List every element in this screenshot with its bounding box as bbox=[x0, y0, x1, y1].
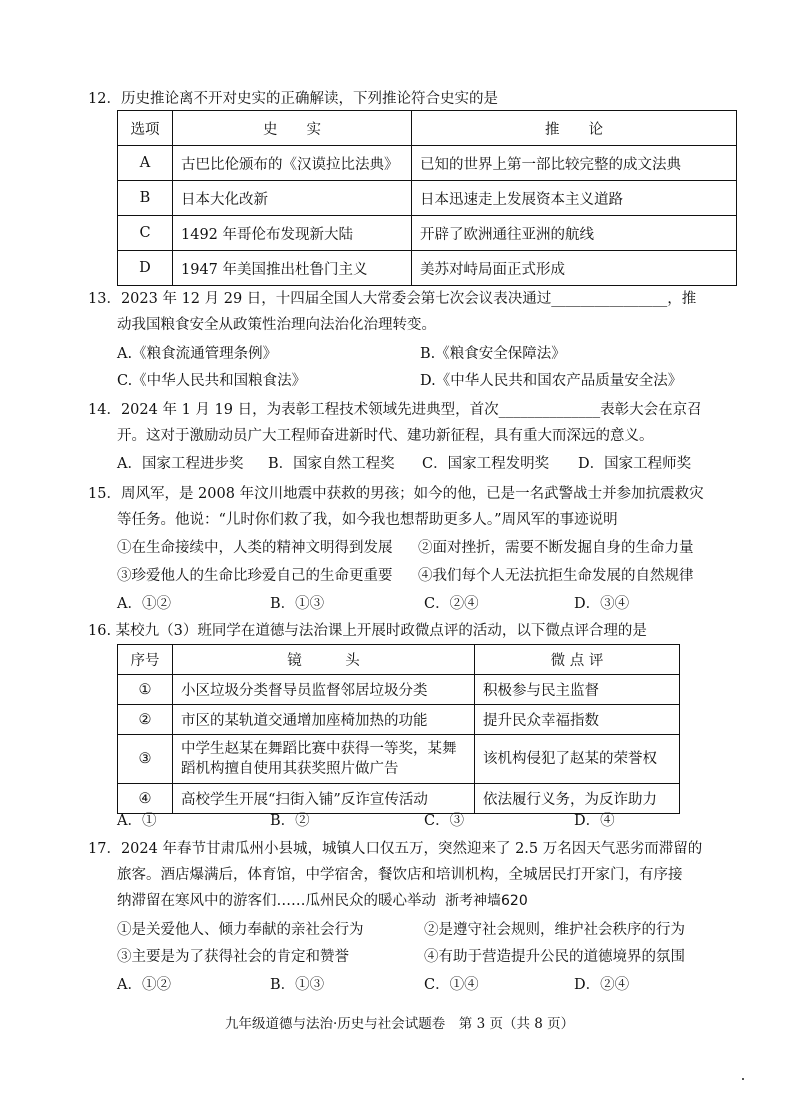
q14-option-d[interactable]: D．国家工程师奖 bbox=[578, 456, 692, 472]
q15-option-b[interactable]: B．①③ bbox=[270, 596, 325, 612]
q14-line-1: 14．2024 年 1 月 19 日，为表彰工程技术领域先进典型，首次______________表彰大会在京召 bbox=[88, 402, 702, 418]
q16-option-c[interactable]: C．③ bbox=[424, 813, 465, 829]
q16-cell: 积极参与民主监督 bbox=[475, 675, 680, 705]
table-row bbox=[118, 784, 680, 814]
q12-cell: 日本大化改新 bbox=[173, 181, 412, 216]
q16-option-b[interactable]: B．② bbox=[270, 813, 310, 829]
q17-line-2: 旅客。酒店爆满后，体育馆，中学宿舍，餐饮店和培训机构，全城居民打开家门，有序接 bbox=[117, 867, 683, 883]
table-row bbox=[118, 216, 737, 251]
q16-cell: 该机构侵犯了赵某的荣誉权 bbox=[475, 735, 680, 784]
q16-cell: ③ bbox=[118, 735, 173, 784]
table-row bbox=[118, 146, 737, 181]
q17-option-d[interactable]: D．②④ bbox=[574, 977, 630, 993]
q12-cell: A bbox=[118, 146, 173, 181]
watermark: 浙考神墙620 bbox=[445, 893, 528, 909]
q17-option-c[interactable]: C．①④ bbox=[424, 977, 479, 993]
q15-line-2: 等任务。他说：“儿时你们救了我，如今我也想帮助更多人。”周风军的事迹说明 bbox=[117, 512, 618, 528]
q12-cell: B bbox=[118, 181, 173, 216]
q16-cell: 提升民众幸福指数 bbox=[475, 705, 680, 735]
q17-statement-2: ②是遵守社会规则，维护社会秩序的行为 bbox=[424, 922, 685, 938]
q12-cell: 美苏对峙局面正式形成 bbox=[412, 251, 737, 286]
q17-option-a[interactable]: A．①② bbox=[117, 977, 171, 993]
q12-cell: 开辟了欧洲通往亚洲的航线 bbox=[412, 216, 737, 251]
q16-cell: ② bbox=[118, 705, 173, 735]
scan-speck bbox=[742, 1078, 744, 1080]
q15-statement-2: ②面对挫折，需要不断发掘自身的生命力量 bbox=[418, 540, 694, 556]
q12-cell: D bbox=[118, 251, 173, 286]
q13-line-1: 13．2023 年 12 月 29 日，十四届全国人大常委会第七次会议表决通过________________，推 bbox=[88, 291, 697, 307]
q13-option-d[interactable]: D.《中华人民共和国农产品质量安全法》 bbox=[420, 373, 683, 389]
q16-stem: 16. 某校九（3）班同学在道德与法治课上开展时政微点评的活动，以下微点评合理的是 bbox=[88, 623, 647, 639]
q12-header-inference: 推 论 bbox=[412, 111, 737, 146]
q13-option-c[interactable]: C.《中华人民共和国粮食法》 bbox=[117, 373, 307, 389]
q15-statement-3: ③珍爱他人的生命比珍爱自己的生命更重要 bbox=[117, 568, 393, 584]
q12-cell: 1492 年哥伦布发现新大陆 bbox=[173, 216, 412, 251]
q14-option-a[interactable]: A．国家工程进步奖 bbox=[117, 456, 244, 472]
q15-option-d[interactable]: D．③④ bbox=[574, 596, 630, 612]
q12-cell: 日本迅速走上发展资本主义道路 bbox=[412, 181, 737, 216]
q15-statement-1: ①在生命接续中，人类的精神文明得到发展 bbox=[117, 540, 393, 556]
table-row bbox=[118, 675, 680, 705]
table-row bbox=[118, 705, 680, 735]
q13-line-2: 动我国粮食安全从政策性治理向法治化治理转变。 bbox=[117, 317, 436, 333]
table-row bbox=[118, 181, 737, 216]
q16-cell: 市区的某轨道交通增加座椅加热的功能 bbox=[173, 705, 475, 735]
q12-stem: 12．历史推论离不开对史实的正确解读，下列推论符合史实的是 bbox=[88, 91, 498, 107]
q14-option-c[interactable]: C．国家工程发明奖 bbox=[422, 456, 550, 472]
q12-header-option: 选项 bbox=[118, 111, 173, 146]
q12-cell: 已知的世界上第一部比较完整的成文法典 bbox=[412, 146, 737, 181]
q17-line-1: 17．2024 年春节甘肃瓜州小县城，城镇人口仅五万，突然迎来了 2.5 万名因天气恶劣而滞留的 bbox=[88, 841, 703, 857]
q17-statement-4: ④有助于营造提升公民的道德境界的氛围 bbox=[424, 949, 685, 965]
q17-statement-1: ①是关爱他人、倾力奉献的亲社会行为 bbox=[117, 922, 364, 938]
page-footer: 九年级道德与法治·历史与社会试题卷 第 3 页（共 8 页） bbox=[225, 1016, 575, 1032]
q16-cell: 小区垃圾分类督导员监督邻居垃圾分类 bbox=[173, 675, 475, 705]
q16-cell: 中学生赵某在舞蹈比赛中获得一等奖，某舞蹈机构擅自使用其获奖照片做广告 bbox=[173, 735, 475, 784]
q15-option-c[interactable]: C．②④ bbox=[424, 596, 479, 612]
q16-table bbox=[117, 644, 680, 814]
q15-statement-4: ④我们每个人无法抗拒生命发展的自然规律 bbox=[418, 568, 694, 584]
q12-cell: C bbox=[118, 216, 173, 251]
table-row bbox=[118, 251, 737, 286]
q16-header-scene: 镜 头 bbox=[173, 645, 475, 675]
q12-header-fact: 史 实 bbox=[173, 111, 412, 146]
q12-cell: 1947 年美国推出杜鲁门主义 bbox=[173, 251, 412, 286]
q16-option-d[interactable]: D．④ bbox=[574, 813, 615, 829]
q16-cell: ④ bbox=[118, 784, 173, 814]
q17-option-b[interactable]: B．①③ bbox=[270, 977, 325, 993]
q16-header-comment: 微 点 评 bbox=[475, 645, 680, 675]
q12-table bbox=[117, 110, 737, 286]
q16-option-a[interactable]: A．① bbox=[117, 813, 157, 829]
q17-line-3: 纳滞留在寒风中的游客们……瓜州民众的暖心举动 bbox=[117, 893, 436, 909]
q12-cell: 古巴比伦颁布的《汉谟拉比法典》 bbox=[173, 146, 412, 181]
q16-header-number: 序号 bbox=[118, 645, 173, 675]
q13-option-b[interactable]: B.《粮食安全保障法》 bbox=[420, 346, 566, 362]
q15-line-1: 15．周风军，是 2008 年汶川地震中获救的男孩；如今的他，已是一名武警战士并参加抗震救灾 bbox=[88, 486, 704, 502]
q17-statement-3: ③主要是为了获得社会的肯定和赞誉 bbox=[117, 949, 349, 965]
q16-cell: ① bbox=[118, 675, 173, 705]
q16-cell: 高校学生开展“扫街入铺”反诈宣传活动 bbox=[173, 784, 475, 814]
q14-line-2: 开。这对于激励动员广大工程师奋进新时代、建功新征程，具有重大而深远的意义。 bbox=[117, 428, 654, 444]
q14-option-b[interactable]: B．国家自然工程奖 bbox=[268, 456, 395, 472]
q16-cell: 依法履行义务，为反诈助力 bbox=[475, 784, 680, 814]
q15-option-a[interactable]: A．①② bbox=[117, 596, 171, 612]
q13-option-a[interactable]: A.《粮食流通管理条例》 bbox=[117, 346, 278, 362]
table-row bbox=[118, 735, 680, 784]
